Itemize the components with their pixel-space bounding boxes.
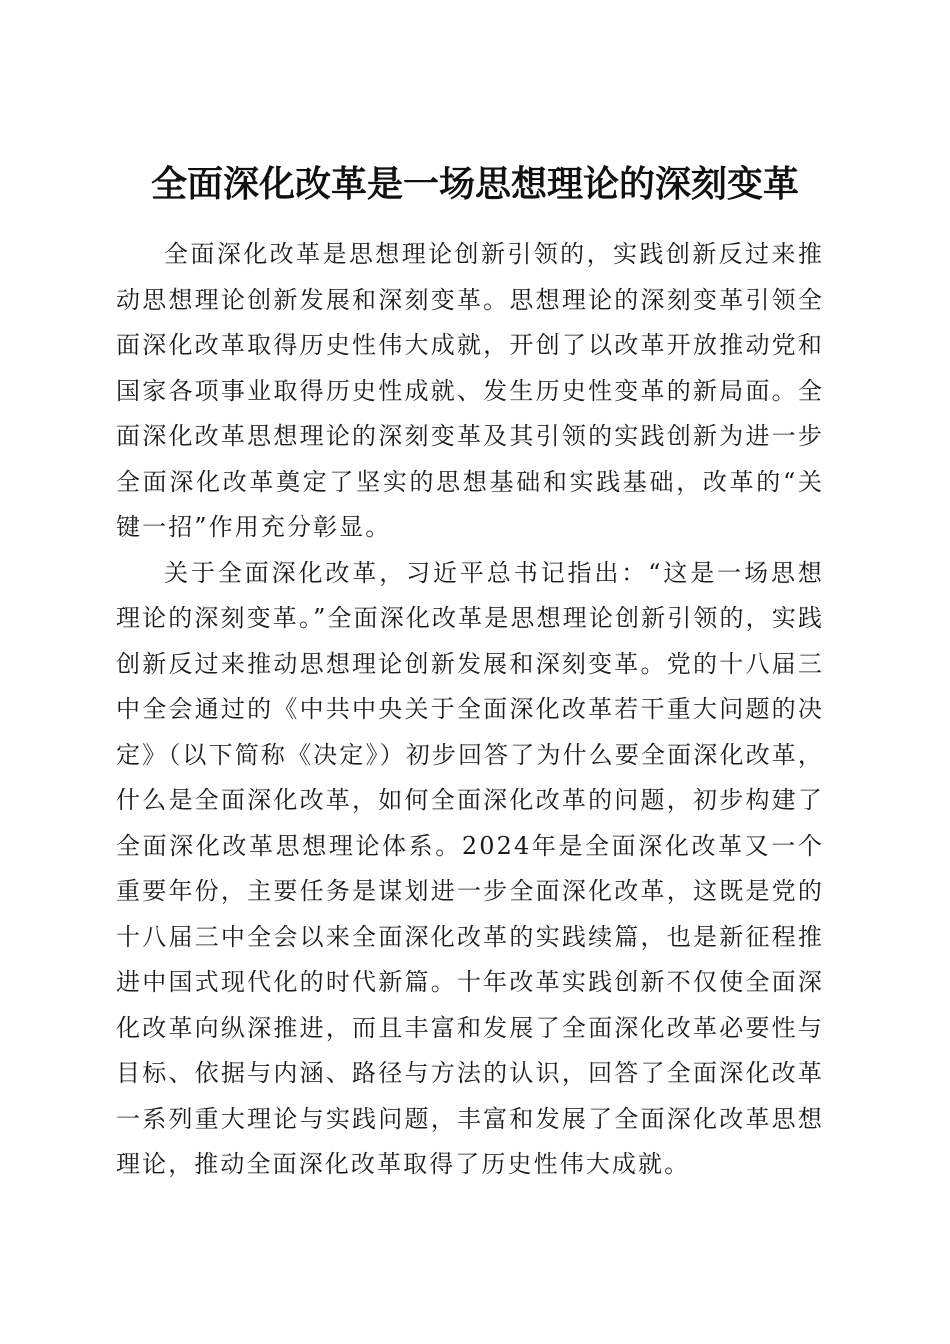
document-body <box>116 232 824 1188</box>
document-title: 全面深化改革是一场思想理论的深刻变革 <box>150 163 799 206</box>
paragraph-2: 关于全面深化改革，习近平总书记指出：“这是一场思想理论的深刻变革。”全面深化改革是思想理论创新引领的，实践创新反过来推动思想理论创新发展和深刻变革。党的十八届三中全会通过的《中共中央关于全面深化改革若干重大问题的决定》（以下简称《决定》）初步回答了为什么要全面深化改革，什么是全面深化改革，如何全面深化改革的问题，初步构建了全面深化改革思想理论体系。2024年是全面深化改革又一个重要年份，主要任务是谋划进一步全面深化改革，这既是党的十八届三中全会以来全面深化改革的实践续篇，也是新征程推进中国式现代化的时代新篇。十年改革实践创新不仅使全面深化改革向纵深推进，而且丰富和发展了全面深化改革必要性与目标、依据与内涵、路径与方法的认识，回答了全面深化改革一系列重大理论与实践问题，丰富和发展了全面深化改革思想理论，推动全面深化改革取得了历史性伟大成就。 <box>116 558 824 1178</box>
paragraph-1: 全面深化改革是思想理论创新引领的，实践创新反过来推动思想理论创新发展和深刻变革。思想理论的深刻变革引领全面深化改革取得历史性伟大成就，开创了以改革开放推动党和国家各项事业取得历史性成就、发生历史性变革的新局面。全面深化改革思想理论的深刻变革及其引领的实践创新为进一步全面深化改革奠定了坚实的思想基础和实践基础，改革的“关键一招”作用充分彰显。 <box>116 240 824 541</box>
